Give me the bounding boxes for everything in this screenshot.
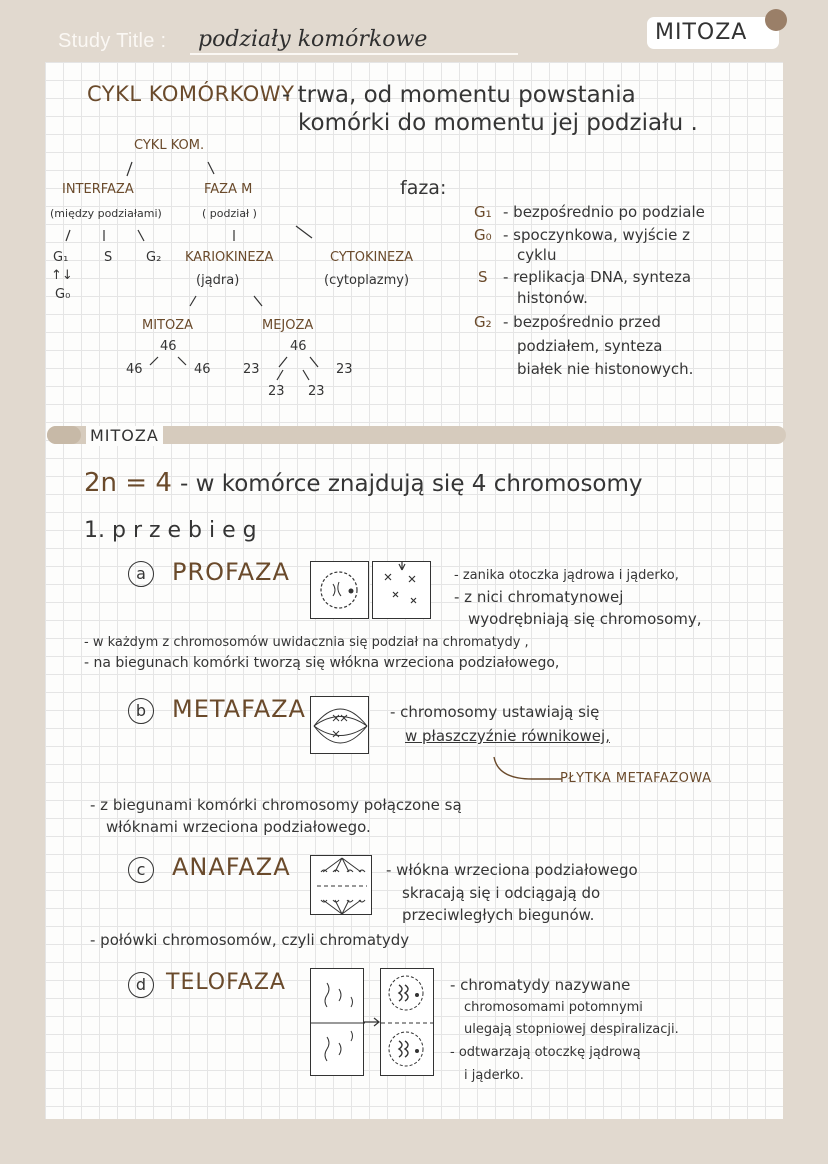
- tree-mejoza-left2: 23: [268, 384, 285, 399]
- przebieg-heading: 1. p r z e b i e g: [84, 518, 257, 543]
- formula: 2n = 4: [84, 468, 172, 498]
- tree-mitoza-right: 46: [194, 362, 211, 377]
- tree-s: S: [104, 250, 113, 265]
- anafaza-cell: [310, 855, 372, 915]
- tree-g-arrows: ↑↓: [51, 268, 73, 283]
- tree-g1: G₁: [53, 250, 69, 265]
- cycle-definition-line1: - trwa, od momentu powstania: [282, 82, 636, 108]
- legend-s-label: S: [478, 268, 488, 286]
- legend-g2-line2: podziałem, synteza: [517, 337, 663, 355]
- anafaza-line3: przeciwległych biegunów.: [402, 906, 595, 924]
- tree-cytokineza-note: (cytoplazmy): [324, 273, 410, 288]
- telofaza-line2: chromosomami potomnymi: [464, 1000, 643, 1015]
- metafaza-line1: - chromosomy ustawiają się: [390, 703, 600, 721]
- telofaza-line4: - odtwarzają otoczkę jądrową: [450, 1045, 641, 1060]
- legend-g2-line1: - bezpośrednio przed: [503, 313, 661, 331]
- tree-interfaza: INTERFAZA: [62, 182, 134, 197]
- metafaza-name: METAFAZA: [172, 695, 306, 723]
- study-title: podziały komórkowe: [198, 27, 428, 52]
- telofaza-name: TELOFAZA: [166, 970, 286, 995]
- tree-g0: G₀: [55, 287, 71, 302]
- metafaza-letter: b: [128, 698, 154, 724]
- legend-s-line1: - replikacja DNA, synteza: [503, 268, 692, 286]
- telofaza-line1: - chromatydy nazywane: [450, 976, 631, 994]
- metafaza-line3: - z biegunami komórki chromosomy połączone są: [90, 796, 462, 814]
- tree-kariokineza: KARIOKINEZA: [185, 250, 274, 265]
- metafaza-line4: włóknami wrzeciona podziałowego.: [106, 818, 371, 836]
- anafaza-line4: - połówki chromosomów, czyli chromatydy: [90, 931, 410, 949]
- anafaza-name: ANAFAZA: [172, 853, 291, 881]
- tree-mejoza-left1: 23: [243, 362, 260, 377]
- mitoza-section-band-end: [47, 426, 81, 444]
- anafaza-line2: skracają się i odciągają do: [402, 884, 601, 902]
- profaza-cell-2: [372, 561, 431, 619]
- anafaza-letter: c: [128, 857, 154, 883]
- mitoza-section-label: MITOZA: [86, 426, 163, 446]
- anafaza-line1: - włókna wrzeciona podziałowego: [386, 861, 638, 879]
- legend-s-line2: histonów.: [517, 289, 588, 307]
- metafaza-plate-label: PŁYTKA METAFAZOWA: [560, 771, 712, 786]
- tree-mejoza-right1: 23: [336, 362, 353, 377]
- title-box-text: MITOZA: [655, 20, 748, 45]
- profaza-name: PROFAZA: [172, 558, 290, 586]
- profaza-letter: a: [128, 561, 154, 587]
- profaza-line4: - w każdym z chromosomów uwidacznia się podział na chromatydy ,: [84, 635, 529, 650]
- telofaza-line3: ulegają stopniowej despiralizacji.: [464, 1022, 679, 1037]
- tree-g2: G₂: [146, 250, 162, 265]
- tree-faza-m: FAZA M: [204, 182, 253, 197]
- cycle-heading: CYKL KOMÓRKOWY: [87, 82, 295, 106]
- tree-cytokineza: CYTOKINEZA: [330, 250, 414, 265]
- tree-mejoza-right2: 23: [308, 384, 325, 399]
- legend-g0-line1: - spoczynkowa, wyjście z: [503, 226, 690, 244]
- legend-g0-label: G₀: [474, 226, 492, 244]
- profaza-line3: wyodrębniają się chromosomy,: [468, 610, 702, 628]
- tree-mitoza: MITOZA: [142, 318, 194, 333]
- legend-title: faza:: [400, 177, 447, 199]
- tree-faza-m-note: ( podział ): [202, 207, 257, 220]
- formula-text: - w komórce znajdują się 4 chromosomy: [180, 471, 643, 497]
- tree-kariokineza-note: (jądra): [196, 273, 240, 288]
- study-title-label: Study Title :: [58, 30, 167, 52]
- legend-g2-line3: białek nie histonowych.: [517, 360, 694, 378]
- legend-g1-text: - bezpośrednio po podziale: [503, 203, 705, 221]
- profaza-cell-1: [310, 561, 369, 619]
- telofaza-cell-1: [310, 968, 364, 1076]
- tree-mejoza-n: 46: [290, 339, 307, 354]
- tree-mitoza-n: 46: [160, 339, 177, 354]
- profaza-line2: - z nici chromatynowej: [454, 588, 624, 606]
- metafaza-cell: [310, 696, 369, 754]
- telofaza-line5: i jąderko.: [464, 1068, 524, 1083]
- tree-mitoza-left: 46: [126, 362, 143, 377]
- tree-root: CYKL KOM.: [134, 138, 205, 153]
- tree-interfaza-note: (między podziałami): [50, 207, 162, 220]
- telofaza-letter: d: [128, 972, 154, 998]
- legend-g0-line2: cyklu: [517, 246, 557, 264]
- legend-g2-label: G₂: [474, 313, 492, 331]
- metafaza-line2: w płaszczyźnie równikowej,: [405, 727, 610, 745]
- profaza-line1: - zanika otoczka jądrowa i jąderko,: [454, 568, 679, 583]
- tree-mejoza: MEJOZA: [262, 318, 314, 333]
- legend-g1-label: G₁: [474, 203, 492, 221]
- telofaza-cell-2: [380, 968, 434, 1076]
- profaza-line5: - na biegunach komórki tworzą się włókna wrzeciona podziałowego,: [84, 655, 560, 671]
- cycle-definition-line2: komórki do momentu jej podziału .: [298, 110, 698, 136]
